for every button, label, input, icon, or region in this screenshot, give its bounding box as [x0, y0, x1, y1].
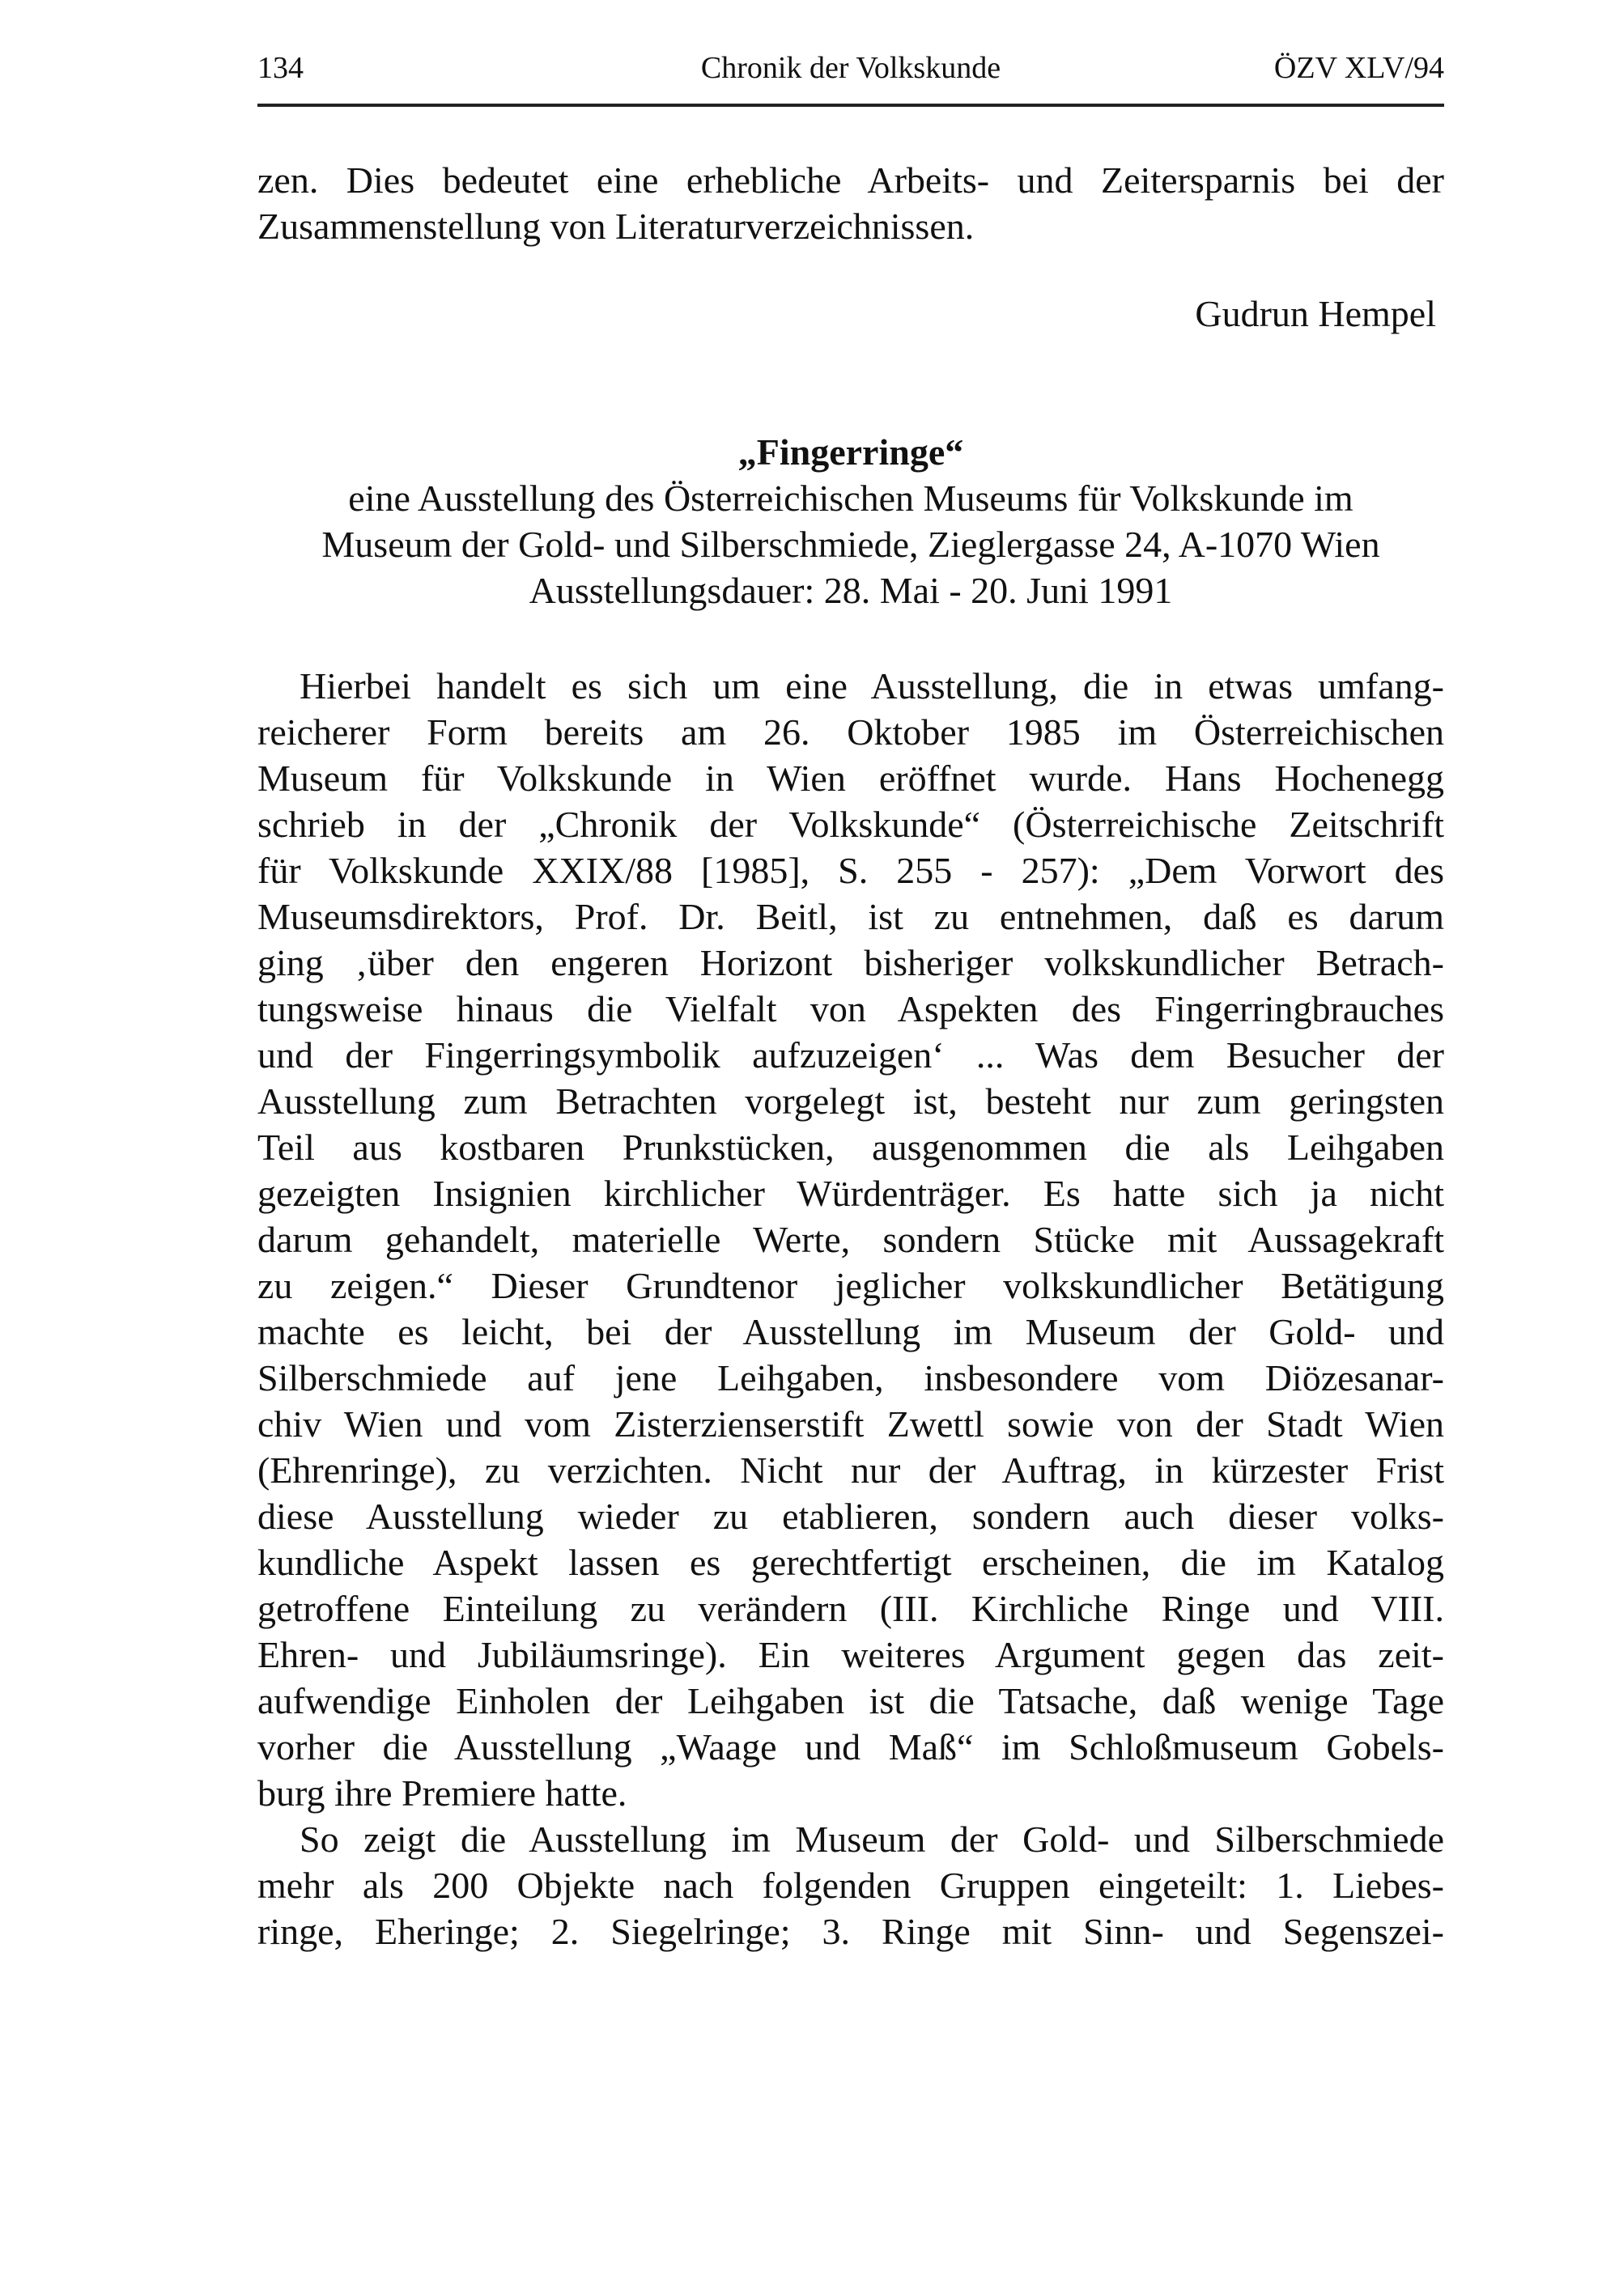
text-line: vorher die Ausstellung „Waage und Maß“ im Schloßmuseum Gobels-	[257, 1726, 1444, 1768]
header-rule	[257, 104, 1444, 107]
text-line: Zusammenstellung von Literaturverzeichnissen.	[257, 206, 975, 247]
text-line: aufwendige Einholen der Leihgaben ist die Tatsache, daß wenige Tage	[257, 1680, 1444, 1721]
exhibition-title: „Fingerringe“	[737, 431, 964, 473]
text-line: ringe, Eheringe; 2. Siegelringe; 3. Ringe mit Sinn- und Segenszei-	[257, 1911, 1444, 1952]
text-line: reicherer Form bereits am 26. Oktober 1985 im Österreichischen	[257, 711, 1444, 753]
text-line: gezeigten Insignien kirchlicher Würdenträger. Es hatte sich ja nicht	[257, 1173, 1444, 1214]
text-line: tungsweise hinaus die Vielfalt von Aspekten des Fingerringbrauches	[257, 988, 1444, 1029]
running-header	[257, 50, 1444, 99]
text-line: Museumsdirektors, Prof. Dr. Beitl, ist zu entnehmen, daß es darum	[257, 896, 1444, 937]
text-line: Museum für Volkskunde in Wien eröffnet wurde. Hans Hochenegg	[257, 758, 1444, 799]
text-line: Silberschmiede auf jene Leihgaben, insbesondere vom Diözesanar-	[257, 1357, 1444, 1398]
exhibition-title-block	[257, 429, 1444, 613]
text-line: machte es leicht, bei der Ausstellung im Museum der Gold- und	[257, 1311, 1444, 1352]
title-line: Museum der Gold- und Silberschmiede, Zieglergasse 24, A-1070 Wien	[321, 524, 1380, 565]
title-line: Ausstellungsdauer: 28. Mai - 20. Juni 1991	[529, 570, 1173, 611]
text-line: Ausstellung zum Betrachten vorgelegt ist, besteht nur zum geringsten	[257, 1080, 1444, 1122]
text-line: darum gehandelt, materielle Werte, sondern Stücke mit Aussagekraft	[257, 1219, 1444, 1260]
volume-label: ÖZV XLV/94	[1273, 51, 1444, 85]
text-line: und der Fingerringsymbolik aufzuzeigen‘ ... Was dem Besucher der	[257, 1034, 1444, 1076]
title-line: eine Ausstellung des Österreichischen Museums für Volkskunde im	[348, 477, 1353, 519]
text-line: diese Ausstellung wieder zu etablieren, sondern auch dieser volks-	[257, 1496, 1444, 1537]
author-signature	[257, 291, 1444, 337]
text-line: Teil aus kostbaren Prunkstücken, ausgenommen die als Leihgaben	[257, 1127, 1444, 1168]
text-line: Hierbei handelt es sich um eine Ausstellung, die in etwas umfang-	[300, 665, 1444, 707]
text-line: ging ‚über den engeren Horizont bisheriger volkskundlicher Betrach-	[257, 942, 1444, 983]
running-title: Chronik der Volkskunde	[700, 51, 1001, 85]
text-line: kundliche Aspekt lassen es gerechtfertigt erscheinen, die im Katalog	[257, 1542, 1444, 1583]
text-line: zen. Dies bedeutet eine erhebliche Arbeits- und Zeitersparnis bei der	[257, 159, 1444, 201]
text-line: So zeigt die Ausstellung im Museum der Gold- und Silberschmiede	[300, 1819, 1444, 1860]
text-line: zu zeigen.“ Dieser Grundtenor jeglicher volkskundlicher Betätigung	[257, 1265, 1444, 1306]
body-text	[257, 663, 1444, 1954]
text-line: (Ehrenringe), zu verzichten. Nicht nur der Auftrag, in kürzester Frist	[257, 1449, 1444, 1491]
text-line: getroffene Einteilung zu verändern (III. Kirchliche Ringe und VIII.	[257, 1588, 1444, 1629]
text-line: für Volkskunde XXIX/88 [1985], S. 255 - 257): „Dem Vorwort des	[257, 850, 1444, 891]
author-name: Gudrun Hempel	[1195, 293, 1436, 334]
text-line: Ehren- und Jubiläumsringe). Ein weiteres Argument gegen das zeit-	[257, 1634, 1444, 1675]
text-line: mehr als 200 Objekte nach folgenden Gruppen eingeteilt: 1. Liebes-	[257, 1865, 1444, 1906]
text-line: burg ihre Premiere hatte.	[257, 1772, 627, 1814]
text-line: chiv Wien und vom Zisterzienserstift Zwettl sowie von der Stadt Wien	[257, 1403, 1444, 1445]
text-line: schrieb in der „Chronik der Volkskunde“ (Österreichische Zeitschrift	[257, 804, 1444, 845]
intro-paragraph	[257, 157, 1444, 249]
page-number: 134	[257, 51, 304, 85]
